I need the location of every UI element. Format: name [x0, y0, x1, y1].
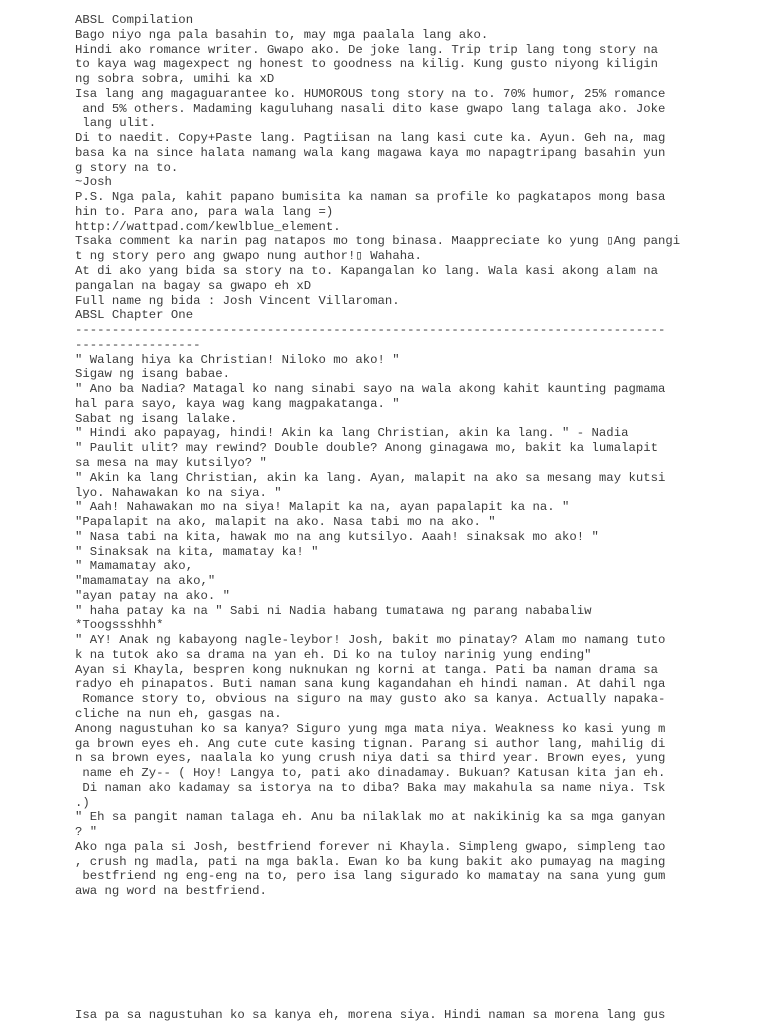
document-line: P.S. Nga pala, kahit papano bumisita ka naman sa profile ko pagkatapos mong basa	[75, 190, 666, 205]
document-line: lyo. Nahawakan ko na siya. "	[75, 485, 282, 500]
document-line: pangalan na bagay sa gwapo eh xD	[75, 278, 312, 293]
document-line: Isa lang ang magaguarantee ko. HUMOROUS tong story na to. 70% humor, 25% romance	[75, 86, 666, 101]
document-line: ga brown eyes eh. Ang cute cute kasing tignan. Parang si author lang, mahilig di	[75, 736, 666, 751]
document-line: , crush ng madla, pati na mga bakla. Ewan ko ba kung bakit ako pumayag na maging	[75, 854, 666, 869]
document-line: lang ulit.	[75, 116, 157, 131]
document-line: "ayan patay na ako. "	[75, 588, 230, 603]
document-line: At di ako yang bida sa story na to. Kapangalan ko lang. Wala kasi akong alam na	[75, 264, 658, 279]
document-line: " haha patay ka na " Sabi ni Nadia habang tumatawa ng parang nababaliw	[75, 603, 592, 618]
document-line: " Akin ka lang Christian, akin ka lang. Ayan, malapit na ako sa mesang may kutsi	[75, 470, 666, 485]
document-line: hal para sayo, kaya wag kang magpakatanga. "	[75, 396, 400, 411]
document-line: "Papalapit na ako, malapit na ako. Nasa tabi mo na ako. "	[75, 515, 496, 530]
document-line: " Walang hiya ka Christian! Niloko mo ako! "	[75, 352, 400, 367]
document-line: Sigaw ng isang babae.	[75, 367, 230, 382]
document-line: ? "	[75, 825, 98, 840]
document-line: basa ka na since halata namang wala kang magawa kaya mo napagtripang basahin yun	[75, 145, 666, 160]
document-continuation-line: Isa pa sa nagustuhan ko sa kanya eh, morena siya. Hindi naman sa morena lang gus	[75, 1008, 666, 1022]
document-line: " Nasa tabi na kita, hawak mo na ang kutsilyo. Aaah! sinaksak mo ako! "	[75, 529, 599, 544]
document-line: " Sinaksak na kita, mamatay ka! "	[75, 544, 319, 559]
document-line: " Mamamatay ako,	[75, 559, 194, 574]
document-line: sa mesa na may kutsilyo? "	[75, 455, 267, 470]
document-line: n sa brown eyes, naalala ko yung crush niya dati sa third year. Brown eyes, yung	[75, 751, 666, 766]
document-line: to kaya wag magexpect ng honest to goodness na kilig. Kung gusto niyong kiligin	[75, 57, 658, 72]
document-line: " Aah! Nahawakan mo na siya! Malapit ka na, ayan papalapit ka na. "	[75, 500, 570, 515]
document-line: ~Josh	[75, 175, 112, 190]
document-line: Romance story to, obvious na siguro na may gusto ako sa kanya. Actually napaka-	[75, 692, 666, 707]
document-line: " Eh sa pangit naman talaga eh. Anu ba nilaklak mo at nakikinig ka sa mga ganyan	[75, 810, 666, 825]
document-body	[75, 13, 765, 899]
document-line: *Toogssshhh*	[75, 618, 164, 633]
document-line: radyo eh pinapatos. Buti naman sana kung kagandahan eh hindi naman. At dahil nga	[75, 677, 666, 692]
document-line: " AY! Anak ng kabayong nagle-leybor! Josh, bakit mo pinatay? Alam mo namang tuto	[75, 633, 666, 648]
document-line: " Ano ba Nadia? Matagal ko nang sinabi sayo na wala akong kahit kaunting pagmama	[75, 382, 666, 397]
document-line: and 5% others. Madaming kaguluhang nasali dito kase gwapo lang talaga ako. Joke	[75, 101, 666, 116]
document-line: Ako nga pala si Josh, bestfriend forever ni Khayla. Simpleng gwapo, simpleng tao	[75, 839, 666, 854]
document-line: Full name ng bida : Josh Vincent Villaroman.	[75, 293, 400, 308]
document-line: .)	[75, 795, 90, 810]
document-line: Sabat ng isang lalake.	[75, 411, 238, 426]
document-line: " Hindi ako papayag, hindi! Akin ka lang Christian, akin ka lang. " - Nadia	[75, 426, 629, 441]
document-line: Di naman ako kadamay sa istorya na to diba? Baka may makahula sa name niya. Tsk	[75, 780, 666, 795]
document-line: ABSL Compilation	[75, 13, 194, 27]
document-line: bestfriend ng eng-eng na to, pero isa lang sigurado ko mamatay na sana yung gum	[75, 869, 666, 884]
document-line: " Paulit ulit? may rewind? Double double? Anong ginagawa mo, bakit ka lumalapit	[75, 441, 658, 456]
document-line: -----------------	[75, 337, 201, 352]
document-line: Di to naedit. Copy+Paste lang. Pagtiisan na lang kasi cute ka. Ayun. Geh na, mag	[75, 131, 666, 146]
document-line: Ayan si Khayla, bespren kong nuknukan ng korni at tanga. Pati ba naman drama sa	[75, 662, 658, 677]
document-line: t ng story pero ang gwapo nung author!▯ Wahaha.	[75, 249, 422, 264]
document-line: cliche na nun eh, gasgas na.	[75, 706, 282, 721]
document-line: awa ng word na bestfriend.	[75, 884, 267, 899]
document-line: Bago niyo nga pala basahin to, may mga paalala lang ako.	[75, 27, 489, 42]
document-line: --------------------------------------------------------------------------------	[75, 323, 666, 338]
document-line: k na tutok ako sa drama na yan eh. Di ko na tuloy narinig yung ending"	[75, 647, 592, 662]
document-line: Tsaka comment ka narin pag natapos mo tong binasa. Maappreciate ko yung ▯Ang pangi	[75, 234, 681, 249]
document-line: Hindi ako romance writer. Gwapo ako. De joke lang. Trip trip lang tong story na	[75, 42, 658, 57]
document-line: Anong nagustuhan ko sa kanya? Siguro yung mga mata niya. Weakness ko kasi yung m	[75, 721, 666, 736]
document-line: g story na to.	[75, 160, 179, 175]
document-line: ng sobra sobra, umihi ka xD	[75, 72, 275, 87]
document-line: ABSL Chapter One	[75, 308, 194, 323]
document-line: name eh Zy-- ( Hoy! Langya to, pati ako dinadamay. Bukuan? Katusan kita jan eh.	[75, 766, 666, 781]
document-line: "mamamatay na ako,"	[75, 574, 216, 589]
document-line: http://wattpad.com/kewlblue_element.	[75, 219, 341, 234]
document-line: hin to. Para ano, para wala lang =)	[75, 204, 334, 219]
